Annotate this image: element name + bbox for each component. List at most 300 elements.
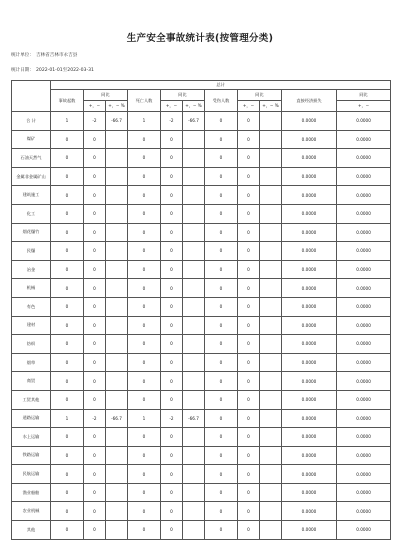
injured-pct-cell (260, 521, 282, 540)
table-row (12, 335, 391, 354)
accidents-plusminus-cell: 0 (84, 242, 106, 261)
table-row (12, 260, 391, 279)
injured-cell: 0 (205, 446, 238, 465)
loss-plusminus-cell: 0.0000 (337, 223, 391, 242)
injured-cell: 0 (205, 149, 238, 168)
stat-period-label: 统计日期： (11, 68, 34, 73)
header-injured: 受伤人数 (205, 90, 238, 112)
category-cell: 纺织 (12, 335, 51, 354)
injured-plusminus-cell: 0 (238, 372, 260, 391)
accidents-cell: 0 (51, 372, 84, 391)
deaths-cell: 0 (128, 279, 161, 298)
deaths-pct-cell (183, 521, 205, 540)
loss-cell: 0.0000 (282, 316, 337, 335)
loss-cell: 0.0000 (282, 372, 337, 391)
deaths-cell: 0 (128, 390, 161, 409)
deaths-cell: 0 (128, 242, 161, 261)
loss-plusminus-cell: 0.0000 (337, 372, 391, 391)
table-row (12, 223, 391, 242)
deaths-pct-cell (183, 130, 205, 149)
table-row (12, 112, 391, 131)
loss-cell: 0.0000 (282, 465, 337, 484)
loss-plusminus-cell: 0.0000 (337, 409, 391, 428)
deaths-cell: 0 (128, 223, 161, 242)
loss-cell: 0.0000 (282, 335, 337, 354)
category-cell: 铁路运输 (12, 446, 51, 465)
deaths-cell: 0 (128, 260, 161, 279)
accidents-pct-cell (106, 297, 128, 316)
loss-cell: 0.0000 (282, 390, 337, 409)
category-cell: 机械 (12, 279, 51, 298)
injured-cell: 0 (205, 242, 238, 261)
accidents-pct-cell (106, 130, 128, 149)
page-title: 生产安全事故统计表(按管理分类) (126, 33, 274, 44)
accidents-plusminus-cell: 0 (84, 186, 106, 205)
injured-pct-cell (260, 446, 282, 465)
injured-pct-cell (260, 279, 282, 298)
loss-plusminus-cell: 0.0000 (337, 186, 391, 205)
loss-cell: 0.0000 (282, 149, 337, 168)
deaths-plusminus-cell: 0 (161, 167, 183, 186)
loss-plusminus-cell: 0.0000 (337, 279, 391, 298)
accidents-cell: 0 (51, 130, 84, 149)
injured-plusminus-cell: 0 (238, 353, 260, 372)
injured-cell: 0 (205, 316, 238, 335)
header-accidents: 事故起数 (51, 90, 84, 112)
header-death-plusminus: +，− (161, 101, 183, 112)
deaths-pct-cell (183, 465, 205, 484)
injured-cell: 0 (205, 465, 238, 484)
injured-plusminus-cell: 0 (238, 316, 260, 335)
accidents-pct-cell (106, 446, 128, 465)
header-loss-plusminus: +，− (337, 101, 391, 112)
accidents-plusminus-cell: 0 (84, 130, 106, 149)
injured-cell: 0 (205, 335, 238, 354)
loss-plusminus-cell: 0.0000 (337, 316, 391, 335)
loss-cell: 0.0000 (282, 353, 337, 372)
deaths-plusminus-cell: 0 (161, 521, 183, 540)
injured-pct-cell (260, 186, 282, 205)
injured-plusminus-cell: 0 (238, 335, 260, 354)
deaths-pct-cell (183, 483, 205, 502)
deaths-plusminus-cell: 0 (161, 204, 183, 223)
deaths-plusminus-cell: 0 (161, 372, 183, 391)
accidents-cell: 0 (51, 167, 84, 186)
stat-unit-label: 统计单位： (11, 53, 34, 58)
accidents-pct-cell (106, 223, 128, 242)
header-deaths-yoy: 同比 (161, 90, 205, 101)
deaths-cell: 0 (128, 167, 161, 186)
injured-pct-cell (260, 316, 282, 335)
loss-cell: 0.0000 (282, 279, 337, 298)
deaths-pct-cell (183, 335, 205, 354)
deaths-plusminus-cell: 0 (161, 130, 183, 149)
deaths-plusminus-cell: -2 (161, 112, 183, 131)
table-row (12, 353, 391, 372)
injured-cell: 0 (205, 428, 238, 447)
injured-plusminus-cell: 0 (238, 186, 260, 205)
loss-plusminus-cell: 0.0000 (337, 446, 391, 465)
category-cell: 建筑施工 (12, 186, 51, 205)
injured-pct-cell (260, 130, 282, 149)
deaths-pct-cell (183, 446, 205, 465)
loss-plusminus-cell: 0.0000 (337, 502, 391, 521)
loss-cell: 0.0000 (282, 223, 337, 242)
accidents-plusminus-cell: 0 (84, 372, 106, 391)
injured-plusminus-cell: 0 (238, 409, 260, 428)
loss-plusminus-cell: 0.0000 (337, 112, 391, 131)
accidents-cell: 0 (51, 316, 84, 335)
category-cell: 其他 (12, 521, 51, 540)
accidents-cell: 0 (51, 186, 84, 205)
accidents-cell: 0 (51, 335, 84, 354)
deaths-plusminus-cell: 0 (161, 149, 183, 168)
stat-unit-value: 吉林省吉林市永吉县 (35, 53, 78, 58)
accidents-cell: 0 (51, 353, 84, 372)
deaths-plusminus-cell: 0 (161, 428, 183, 447)
accidents-plusminus-cell: 0 (84, 167, 106, 186)
accidents-pct-cell (106, 204, 128, 223)
accidents-plusminus-cell: 0 (84, 279, 106, 298)
category-cell: 渔业船舶 (12, 483, 51, 502)
injured-plusminus-cell: 0 (238, 260, 260, 279)
accidents-plusminus-cell: 0 (84, 223, 106, 242)
loss-plusminus-cell: 0.0000 (337, 335, 391, 354)
table-row (12, 297, 391, 316)
deaths-plusminus-cell: 0 (161, 465, 183, 484)
header-acc-plusminus: +，− (84, 101, 106, 112)
deaths-plusminus-cell: 0 (161, 316, 183, 335)
deaths-plusminus-cell: 0 (161, 390, 183, 409)
loss-plusminus-cell: 0.0000 (337, 130, 391, 149)
loss-cell: 0.0000 (282, 483, 337, 502)
accidents-cell: 0 (51, 428, 84, 447)
stats-table (11, 80, 391, 540)
header-accidents-yoy: 同比 (84, 90, 128, 101)
accidents-cell: 0 (51, 390, 84, 409)
injured-plusminus-cell: 0 (238, 130, 260, 149)
group-header-total: 总计 (51, 81, 391, 90)
table-row (12, 242, 391, 261)
injured-cell: 0 (205, 260, 238, 279)
accidents-plusminus-cell: 0 (84, 502, 106, 521)
accidents-cell: 0 (51, 279, 84, 298)
deaths-pct-cell (183, 297, 205, 316)
loss-plusminus-cell: 0.0000 (337, 521, 391, 540)
accidents-pct-cell (106, 521, 128, 540)
accidents-pct-cell: -66.7 (106, 409, 128, 428)
injured-plusminus-cell: 0 (238, 167, 260, 186)
injured-pct-cell (260, 353, 282, 372)
table-row (12, 428, 391, 447)
injured-pct-cell (260, 297, 282, 316)
category-cell: 工贸其他 (12, 390, 51, 409)
loss-plusminus-cell: 0.0000 (337, 242, 391, 261)
deaths-plusminus-cell: -2 (161, 409, 183, 428)
table-row (12, 446, 391, 465)
deaths-pct-cell (183, 428, 205, 447)
loss-plusminus-cell: 0.0000 (337, 149, 391, 168)
category-cell: 化工 (12, 204, 51, 223)
header-inj-pct: +，− % (260, 101, 282, 112)
accidents-plusminus-cell: -2 (84, 112, 106, 131)
loss-plusminus-cell: 0.0000 (337, 483, 391, 502)
injured-pct-cell (260, 390, 282, 409)
loss-plusminus-cell: 0.0000 (337, 297, 391, 316)
deaths-cell: 0 (128, 149, 161, 168)
deaths-pct-cell (183, 502, 205, 521)
table-row (12, 483, 391, 502)
injured-pct-cell (260, 335, 282, 354)
injured-cell: 0 (205, 279, 238, 298)
loss-plusminus-cell: 0.0000 (337, 390, 391, 409)
injured-pct-cell (260, 428, 282, 447)
deaths-pct-cell (183, 167, 205, 186)
deaths-pct-cell (183, 279, 205, 298)
accidents-cell: 0 (51, 204, 84, 223)
loss-cell: 0.0000 (282, 297, 337, 316)
deaths-cell: 0 (128, 483, 161, 502)
deaths-cell: 0 (128, 521, 161, 540)
stat-period (11, 67, 94, 73)
accidents-plusminus-cell: 0 (84, 149, 106, 168)
loss-cell: 0.0000 (282, 167, 337, 186)
accidents-cell: 1 (51, 409, 84, 428)
injured-cell: 0 (205, 186, 238, 205)
injured-pct-cell (260, 204, 282, 223)
deaths-pct-cell (183, 223, 205, 242)
accidents-plusminus-cell: 0 (84, 260, 106, 279)
category-cell: 冶金 (12, 260, 51, 279)
category-cell: 建材 (12, 316, 51, 335)
table-body (12, 112, 391, 540)
deaths-cell: 0 (128, 446, 161, 465)
loss-plusminus-cell: 0.0000 (337, 260, 391, 279)
accidents-cell: 0 (51, 297, 84, 316)
accidents-pct-cell (106, 390, 128, 409)
category-cell: 农业机械 (12, 502, 51, 521)
injured-cell: 0 (205, 167, 238, 186)
accidents-cell: 0 (51, 149, 84, 168)
category-cell: 民航运输 (12, 465, 51, 484)
deaths-cell: 0 (128, 428, 161, 447)
injured-cell: 0 (205, 521, 238, 540)
loss-cell: 0.0000 (282, 521, 337, 540)
deaths-cell: 0 (128, 372, 161, 391)
accidents-cell: 0 (51, 260, 84, 279)
table-row (12, 204, 391, 223)
category-cell: 煤矿 (12, 130, 51, 149)
deaths-cell: 1 (128, 112, 161, 131)
injured-plusminus-cell: 0 (238, 390, 260, 409)
injured-plusminus-cell: 0 (238, 279, 260, 298)
accidents-pct-cell (106, 483, 128, 502)
injured-plusminus-cell: 0 (238, 112, 260, 131)
deaths-pct-cell (183, 390, 205, 409)
deaths-plusminus-cell: 0 (161, 242, 183, 261)
accidents-pct-cell (106, 502, 128, 521)
deaths-pct-cell (183, 149, 205, 168)
injured-plusminus-cell: 0 (238, 483, 260, 502)
category-cell: 烟草 (12, 353, 51, 372)
deaths-cell: 0 (128, 316, 161, 335)
accidents-cell: 0 (51, 465, 84, 484)
injured-pct-cell (260, 242, 282, 261)
accidents-pct-cell (106, 279, 128, 298)
loss-cell: 0.0000 (282, 409, 337, 428)
injured-plusminus-cell: 0 (238, 446, 260, 465)
table-row (12, 502, 391, 521)
injured-pct-cell (260, 372, 282, 391)
injured-plusminus-cell: 0 (238, 223, 260, 242)
accidents-pct-cell (106, 242, 128, 261)
table-row (12, 316, 391, 335)
header-deaths: 死亡人数 (128, 90, 161, 112)
category-header-blank (12, 81, 51, 112)
injured-cell: 0 (205, 390, 238, 409)
accidents-plusminus-cell: 0 (84, 204, 106, 223)
injured-pct-cell (260, 223, 282, 242)
injured-cell: 0 (205, 112, 238, 131)
deaths-plusminus-cell: 0 (161, 223, 183, 242)
accidents-cell: 0 (51, 242, 84, 261)
deaths-plusminus-cell: 0 (161, 353, 183, 372)
table-row (12, 130, 391, 149)
loss-plusminus-cell: 0.0000 (337, 465, 391, 484)
loss-cell: 0.0000 (282, 186, 337, 205)
deaths-pct-cell (183, 204, 205, 223)
accidents-plusminus-cell: 0 (84, 446, 106, 465)
accidents-plusminus-cell: 0 (84, 428, 106, 447)
accidents-plusminus-cell: 0 (84, 297, 106, 316)
injured-cell: 0 (205, 297, 238, 316)
accidents-plusminus-cell: -2 (84, 409, 106, 428)
table-row (12, 372, 391, 391)
deaths-pct-cell (183, 353, 205, 372)
accidents-pct-cell (106, 316, 128, 335)
injured-cell: 0 (205, 353, 238, 372)
deaths-plusminus-cell: 0 (161, 186, 183, 205)
table-row (12, 465, 391, 484)
injured-pct-cell (260, 112, 282, 131)
loss-cell: 0.0000 (282, 204, 337, 223)
accidents-cell: 1 (51, 112, 84, 131)
injured-cell: 0 (205, 483, 238, 502)
loss-plusminus-cell: 0.0000 (337, 167, 391, 186)
injured-pct-cell (260, 409, 282, 428)
injured-pct-cell (260, 483, 282, 502)
deaths-plusminus-cell: 0 (161, 502, 183, 521)
deaths-pct-cell (183, 316, 205, 335)
category-cell: 烟花爆竹 (12, 223, 51, 242)
category-cell: 道路运输 (12, 409, 51, 428)
accidents-cell: 0 (51, 223, 84, 242)
loss-cell: 0.0000 (282, 130, 337, 149)
deaths-plusminus-cell: 0 (161, 335, 183, 354)
table-row (12, 186, 391, 205)
deaths-cell: 0 (128, 186, 161, 205)
accidents-plusminus-cell: 0 (84, 521, 106, 540)
injured-plusminus-cell: 0 (238, 502, 260, 521)
category-cell: 民爆 (12, 242, 51, 261)
accidents-pct-cell (106, 428, 128, 447)
injured-cell: 0 (205, 130, 238, 149)
deaths-pct-cell (183, 242, 205, 261)
deaths-pct-cell: -66.7 (183, 112, 205, 131)
injured-pct-cell (260, 260, 282, 279)
deaths-plusminus-cell: 0 (161, 483, 183, 502)
deaths-cell: 0 (128, 335, 161, 354)
table-row (12, 521, 391, 540)
loss-cell: 0.0000 (282, 242, 337, 261)
injured-plusminus-cell: 0 (238, 297, 260, 316)
stat-period-value: 2022-01-01至2022-03-31 (35, 68, 94, 73)
injured-plusminus-cell: 0 (238, 521, 260, 540)
deaths-cell: 0 (128, 130, 161, 149)
injured-cell: 0 (205, 502, 238, 521)
loss-cell: 0.0000 (282, 112, 337, 131)
injured-plusminus-cell: 0 (238, 465, 260, 484)
deaths-cell: 0 (128, 204, 161, 223)
deaths-plusminus-cell: 0 (161, 297, 183, 316)
category-cell: 水上运输 (12, 428, 51, 447)
category-cell: 石油天然气 (12, 149, 51, 168)
table-row (12, 409, 391, 428)
deaths-cell: 1 (128, 409, 161, 428)
header-loss: 直接经济损失 (282, 90, 337, 112)
injured-cell: 0 (205, 409, 238, 428)
accidents-pct-cell (106, 167, 128, 186)
loss-cell: 0.0000 (282, 446, 337, 465)
stat-unit (11, 52, 77, 58)
deaths-plusminus-cell: 0 (161, 446, 183, 465)
accidents-pct-cell (106, 260, 128, 279)
loss-plusminus-cell: 0.0000 (337, 428, 391, 447)
injured-plusminus-cell: 0 (238, 149, 260, 168)
accidents-plusminus-cell: 0 (84, 465, 106, 484)
deaths-pct-cell (183, 186, 205, 205)
accidents-cell: 0 (51, 502, 84, 521)
injured-cell: 0 (205, 223, 238, 242)
header-loss-yoy: 同比 (337, 90, 391, 101)
accidents-pct-cell: -66.7 (106, 112, 128, 131)
loss-cell: 0.0000 (282, 260, 337, 279)
category-cell: 有色 (12, 297, 51, 316)
deaths-plusminus-cell: 0 (161, 260, 183, 279)
accidents-plusminus-cell: 0 (84, 390, 106, 409)
injured-cell: 0 (205, 372, 238, 391)
category-cell: 商贸 (12, 372, 51, 391)
accidents-pct-cell (106, 465, 128, 484)
deaths-pct-cell (183, 260, 205, 279)
table-row (12, 279, 391, 298)
accidents-plusminus-cell: 0 (84, 483, 106, 502)
accidents-cell: 0 (51, 446, 84, 465)
accidents-plusminus-cell: 0 (84, 353, 106, 372)
table-row (12, 390, 391, 409)
injured-cell: 0 (205, 204, 238, 223)
accidents-pct-cell (106, 186, 128, 205)
accidents-pct-cell (106, 353, 128, 372)
loss-plusminus-cell: 0.0000 (337, 353, 391, 372)
injured-pct-cell (260, 465, 282, 484)
deaths-cell: 0 (128, 502, 161, 521)
deaths-pct-cell: -66.7 (183, 409, 205, 428)
accidents-plusminus-cell: 0 (84, 316, 106, 335)
accidents-pct-cell (106, 149, 128, 168)
injured-pct-cell (260, 502, 282, 521)
category-cell: 合 计 (12, 112, 51, 131)
